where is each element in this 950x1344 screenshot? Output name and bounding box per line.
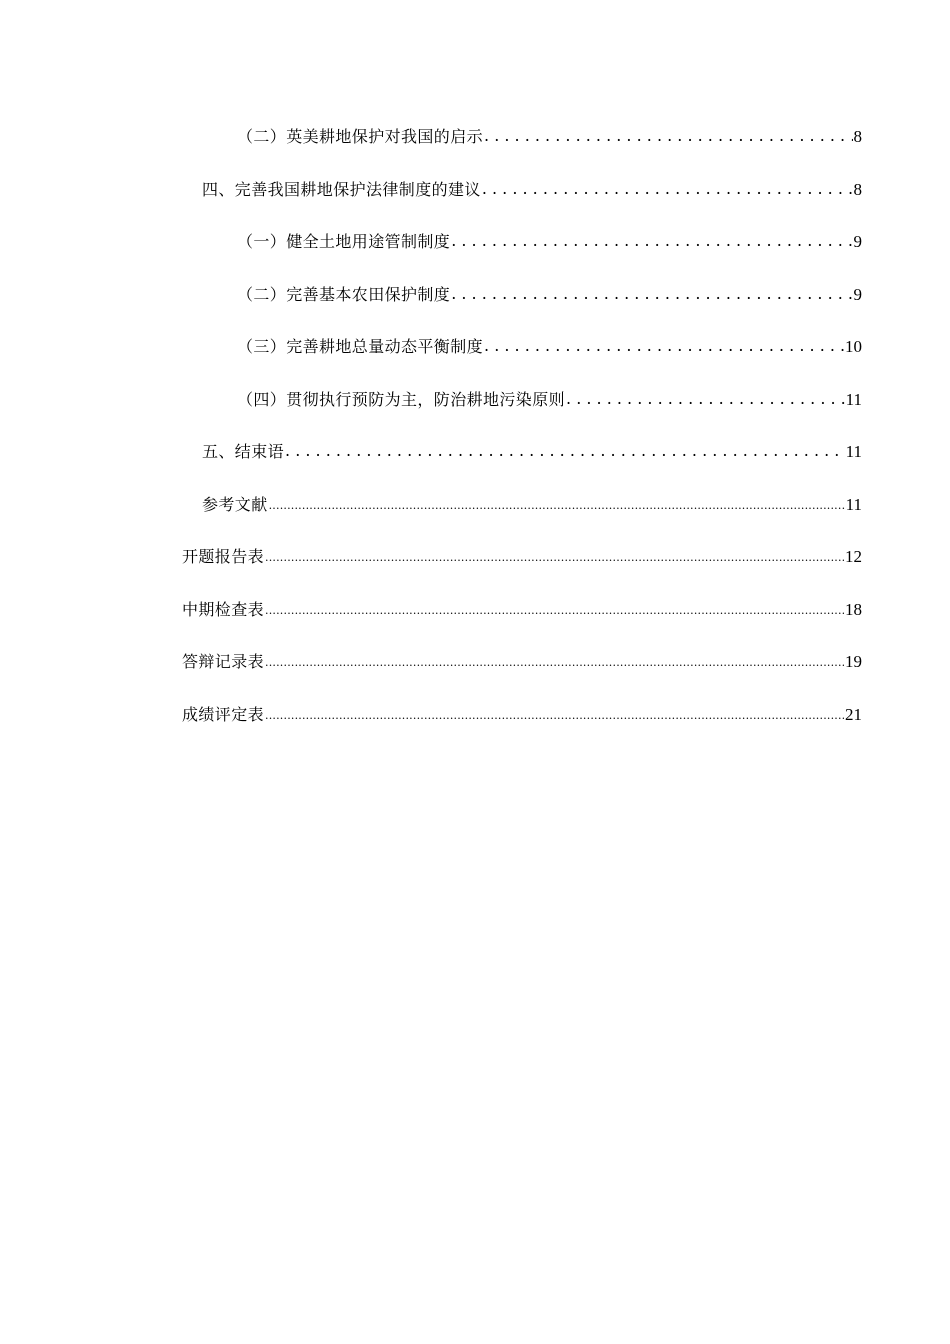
toc-entry-label: （二）完善基本农田保护制度 [237,284,451,304]
toc-entry-page: 19 [845,652,862,671]
toc-entry[interactable] [0,647,950,700]
dot-leader [451,279,852,309]
toc-entry-label: 中期检查表 [182,599,265,619]
dot-leader [482,174,853,204]
dot-leader [265,699,844,731]
toc-entry-page: 9 [853,232,862,251]
toc-entry-page: 11 [845,442,862,461]
toc-entry-page: 11 [845,389,862,409]
toc-entry-label: （三）完善耕地总量动态平衡制度 [237,337,484,356]
toc-entry-label: 开题报告表 [182,547,265,566]
toc-entry-label: （一）健全土地用途管制制度 [237,232,451,251]
toc-entry[interactable] [0,175,950,228]
toc-entry[interactable] [0,542,950,595]
toc-entry-page: 21 [845,704,862,724]
toc-entry-label: 参考文献 [202,494,268,514]
toc-entry[interactable] [0,280,950,333]
toc-entry[interactable] [0,437,950,490]
toc-entry-page: 8 [853,179,862,199]
toc-entry-page: 11 [845,494,862,514]
dot-leader [265,646,844,678]
dot-leader [566,384,845,414]
table-of-contents [0,122,950,752]
toc-entry[interactable] [0,332,950,385]
toc-entry-label: （四）贯彻执行预防为主，防治耕地污染原则 [237,389,566,409]
dot-leader [265,594,844,626]
dot-leader [269,489,845,521]
toc-entry[interactable] [0,490,950,543]
toc-entry-page: 10 [845,337,862,356]
toc-entry[interactable] [0,385,950,438]
toc-entry[interactable] [0,700,950,753]
toc-entry-label: 答辩记录表 [182,652,265,671]
toc-entry-page: 9 [853,284,862,304]
toc-entry-label: 成绩评定表 [182,704,265,724]
toc-entry[interactable] [0,227,950,280]
dot-leader [484,121,852,151]
dot-leader [265,541,844,573]
toc-entry-label: 五、结束语 [202,442,285,461]
dot-leader [484,331,844,361]
dot-leader [451,226,852,256]
toc-entry[interactable] [0,122,950,175]
toc-entry-label: 四、完善我国耕地保护法律制度的建议 [202,179,481,199]
toc-entry-page: 12 [845,547,862,566]
toc-entry-label: （二）英美耕地保护对我国的启示 [237,127,484,146]
toc-entry[interactable] [0,595,950,648]
toc-entry-page: 8 [853,127,862,146]
dot-leader [285,436,845,466]
toc-entry-page: 18 [845,599,862,619]
